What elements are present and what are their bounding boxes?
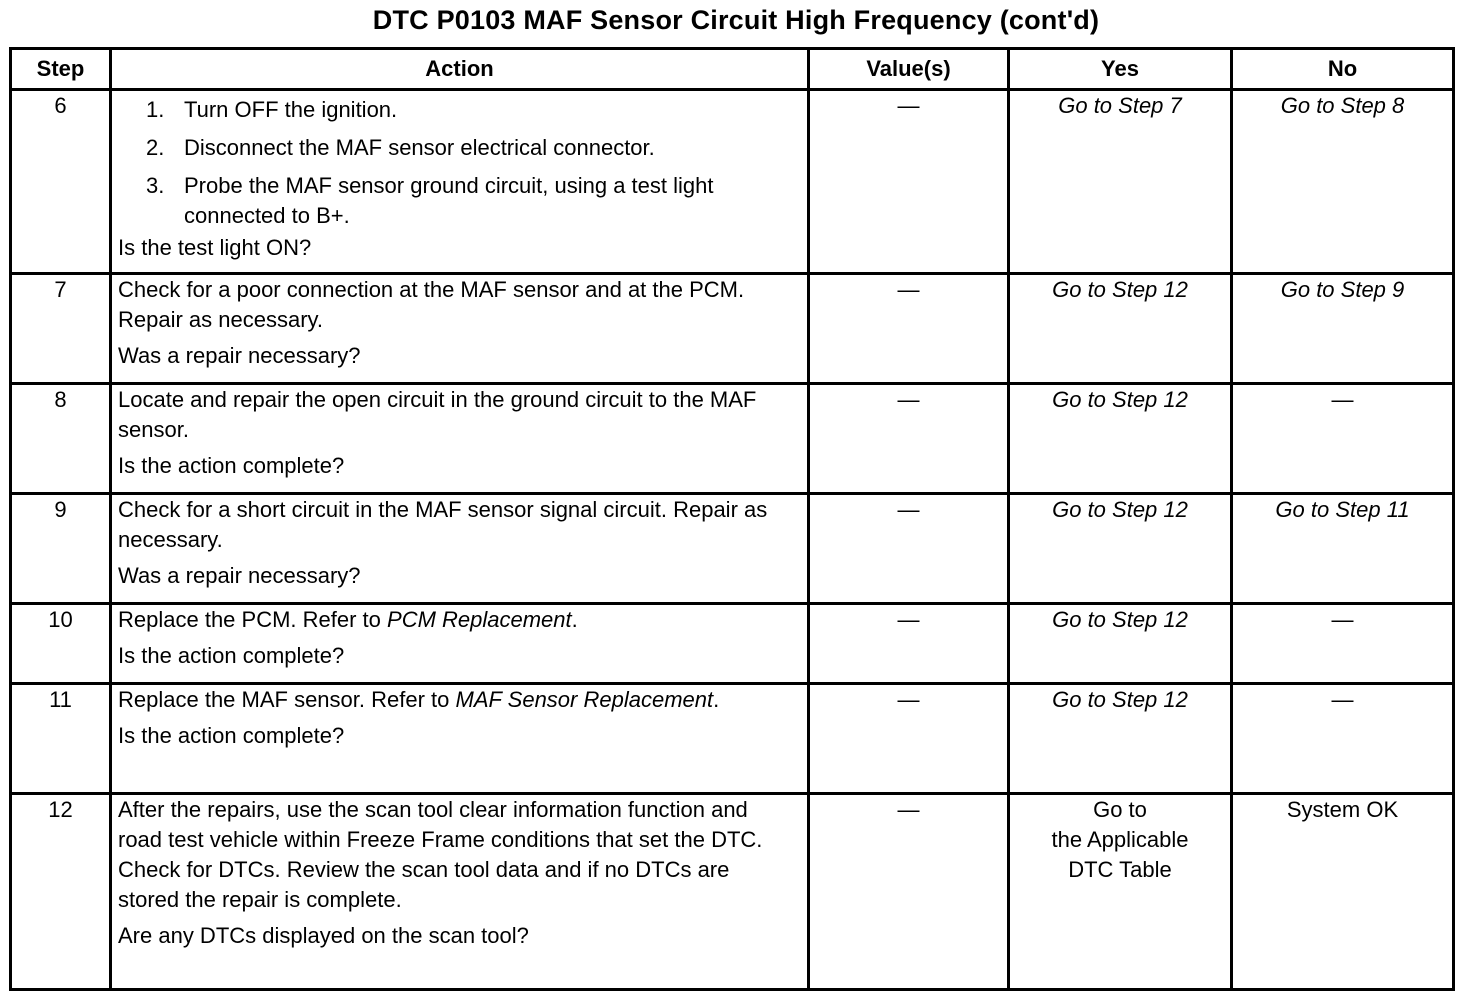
value-cell: — (809, 684, 1009, 794)
action-text: Locate and repair the open circuit in the ground circuit to the MAF sensor. (118, 387, 757, 442)
diagnostic-table (9, 47, 1455, 991)
action-cell (111, 90, 809, 274)
table-row (11, 794, 1454, 990)
step-number: 8 (11, 384, 111, 494)
yes-cell: Go to Step 12 (1009, 384, 1232, 494)
list-item-number: 2. (146, 135, 165, 160)
value-cell: — (809, 494, 1009, 604)
action-question: Was a repair necessary? (118, 343, 361, 368)
action-cell (111, 684, 809, 794)
table-row (11, 90, 1454, 274)
step-number: 11 (11, 684, 111, 794)
action-steps-list (118, 95, 801, 231)
step-number: 6 (11, 90, 111, 274)
action-question: Is the action complete? (118, 453, 345, 478)
action-text: Check for a short circuit in the MAF sensor signal circuit. Repair as necessary. (118, 497, 768, 552)
action-question: Is the action complete? (118, 643, 345, 668)
list-item (118, 95, 801, 125)
action-text: After the repairs, use the scan tool clear information function and road test vehicle within Freeze Frame conditions that set the DTC. Check for DTCs. Review the scan tool data and if no DTCs are stored the repair is complete. (118, 797, 763, 912)
yes-cell: Go to Step 7 (1009, 90, 1232, 274)
action-question: Is the action complete? (118, 723, 345, 748)
no-cell: Go to Step 8 (1232, 90, 1454, 274)
page-title: DTC P0103 MAF Sensor Circuit High Frequency (cont'd) (372, 5, 1100, 35)
step-number: 12 (11, 794, 111, 990)
action-cell (111, 384, 809, 494)
table-row (11, 604, 1454, 684)
no-cell: — (1232, 604, 1454, 684)
action-cell (111, 274, 809, 384)
action-cell (111, 494, 809, 604)
action-text: Check for a poor connection at the MAF sensor and at the PCM. Repair as necessary. (118, 277, 745, 332)
action-text-suffix: . (571, 607, 578, 632)
yes-cell: Go to Step 12 (1009, 604, 1232, 684)
step-number: 10 (11, 604, 111, 684)
yes-line: the Applicable (1051, 827, 1189, 852)
list-item (118, 133, 801, 163)
step-number: 7 (11, 274, 111, 384)
table-row (11, 274, 1454, 384)
value-cell: — (809, 794, 1009, 990)
yes-cell: Go to Step 12 (1009, 274, 1232, 384)
value-cell: — (809, 274, 1009, 384)
value-cell: — (809, 384, 1009, 494)
table-row (11, 494, 1454, 604)
no-cell: — (1232, 384, 1454, 494)
yes-cell: Go to Step 12 (1009, 684, 1232, 794)
action-question: Is the test light ON? (118, 235, 312, 260)
action-text (118, 687, 719, 712)
value-cell: — (809, 604, 1009, 684)
header-action: Action (111, 49, 809, 90)
no-cell: — (1232, 684, 1454, 794)
list-item (118, 171, 801, 231)
list-item-number: 3. (146, 173, 165, 198)
header-no: No (1232, 49, 1454, 90)
action-text (118, 607, 578, 632)
action-cell (111, 794, 809, 990)
table-row (11, 384, 1454, 494)
yes-line: DTC Table (1068, 857, 1172, 882)
list-item-text: Turn OFF the ignition. (184, 97, 398, 122)
header-yes: Yes (1009, 49, 1232, 90)
action-text-suffix: . (713, 687, 720, 712)
yes-cell (1009, 794, 1232, 990)
table-header-row (11, 49, 1454, 90)
list-item-text: Probe the MAF sensor ground circuit, using a test light connected to B+. (184, 173, 714, 228)
action-text-prefix: Replace the MAF sensor. Refer to (118, 687, 456, 712)
yes-cell: Go to Step 12 (1009, 494, 1232, 604)
action-cell (111, 604, 809, 684)
no-cell: Go to Step 11 (1232, 494, 1454, 604)
reference-link[interactable]: MAF Sensor Replacement (455, 687, 714, 712)
action-question: Are any DTCs displayed on the scan tool? (118, 923, 529, 948)
list-item-text: Disconnect the MAF sensor electrical connector. (184, 135, 655, 160)
no-cell: System OK (1232, 794, 1454, 990)
header-values: Value(s) (809, 49, 1009, 90)
header-step: Step (11, 49, 111, 90)
value-cell: — (809, 90, 1009, 274)
table-row (11, 684, 1454, 794)
action-question: Was a repair necessary? (118, 563, 361, 588)
step-number: 9 (11, 494, 111, 604)
action-text-prefix: Replace the PCM. Refer to (118, 607, 388, 632)
reference-link[interactable]: PCM Replacement (387, 607, 572, 632)
yes-line: Go to (1093, 797, 1147, 822)
list-item-number: 1. (146, 97, 165, 122)
no-cell: Go to Step 9 (1232, 274, 1454, 384)
